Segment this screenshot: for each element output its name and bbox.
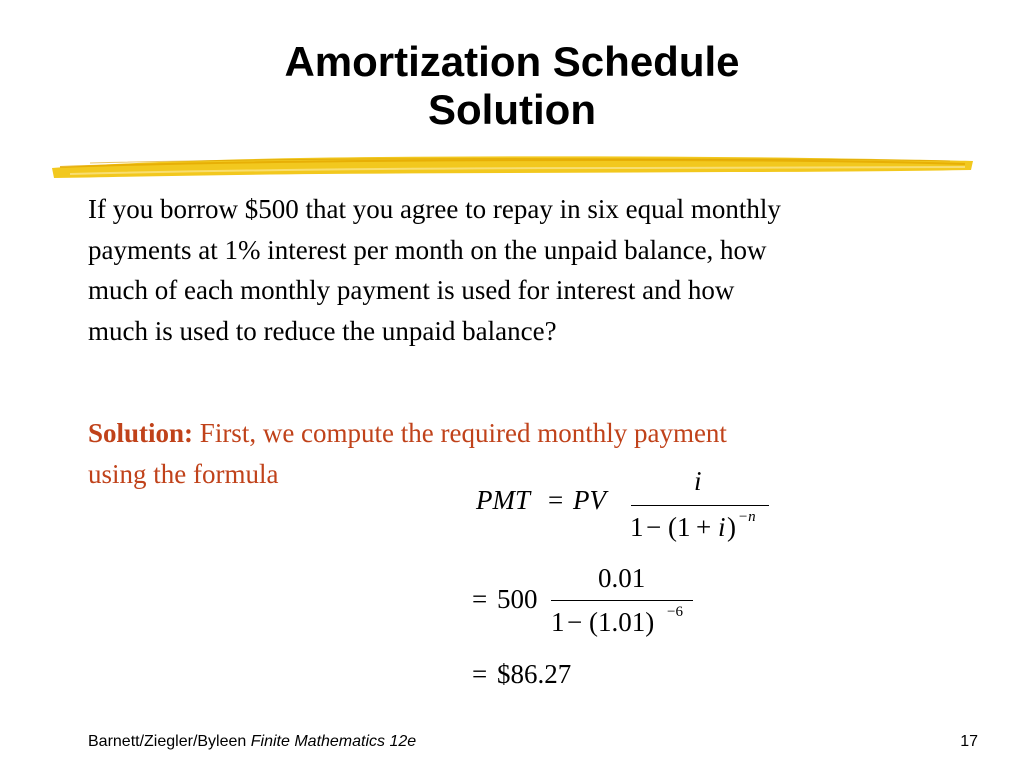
solution-paragraph <box>88 413 788 494</box>
step2-den-exponent: −6 <box>667 604 683 620</box>
step2-equals: = <box>472 584 488 614</box>
step2-coefficient: 500 <box>497 584 538 614</box>
formula-den-close: ) <box>727 512 736 542</box>
result-value: $86.27 <box>497 659 572 689</box>
formula-fraction-line <box>631 505 769 506</box>
title-line-1: Amortization Schedule <box>284 38 740 85</box>
footer-authors: Barnett/Ziegler/Byleen <box>88 733 247 750</box>
formula-den-i: i <box>718 512 726 542</box>
title-underline-brushstroke <box>50 148 975 182</box>
formula-den-exponent: −n <box>738 509 756 525</box>
result-equals: = <box>472 659 488 689</box>
footer-citation <box>88 733 416 751</box>
step2-numerator: 0.01 <box>598 563 646 593</box>
formula-equals: = <box>548 485 564 515</box>
formula-den-plus: + <box>696 512 712 542</box>
step2-den-base: (1.01) <box>589 607 655 637</box>
formula-pmt: PMT <box>476 485 530 515</box>
slide-title <box>0 38 1024 134</box>
formula-den-one: 1 <box>630 512 644 542</box>
formula-pv: PV <box>573 485 606 515</box>
step2-den-one: 1 <box>551 607 565 637</box>
page-number: 17 <box>960 733 978 750</box>
step2-fraction-line <box>551 600 693 601</box>
solution-label: Solution: <box>88 418 194 448</box>
formula-numerator: i <box>694 466 702 496</box>
formula-den-minus: − <box>646 512 662 542</box>
title-line-2: Solution <box>428 86 596 133</box>
step2-den-minus: − <box>567 607 583 637</box>
formula-den-paren: (1 <box>668 512 691 542</box>
solution-text: First, we compute the required monthly payment using the formula <box>88 418 727 489</box>
footer-book-title: Finite Mathematics 12e <box>250 733 417 750</box>
problem-statement: If you borrow $500 that you agree to repay in six equal monthly payments at 1% interest per month on the unpaid balance, how much of each monthly payment is used for interest and how much is used to reduce the unpaid balance? <box>88 194 781 346</box>
